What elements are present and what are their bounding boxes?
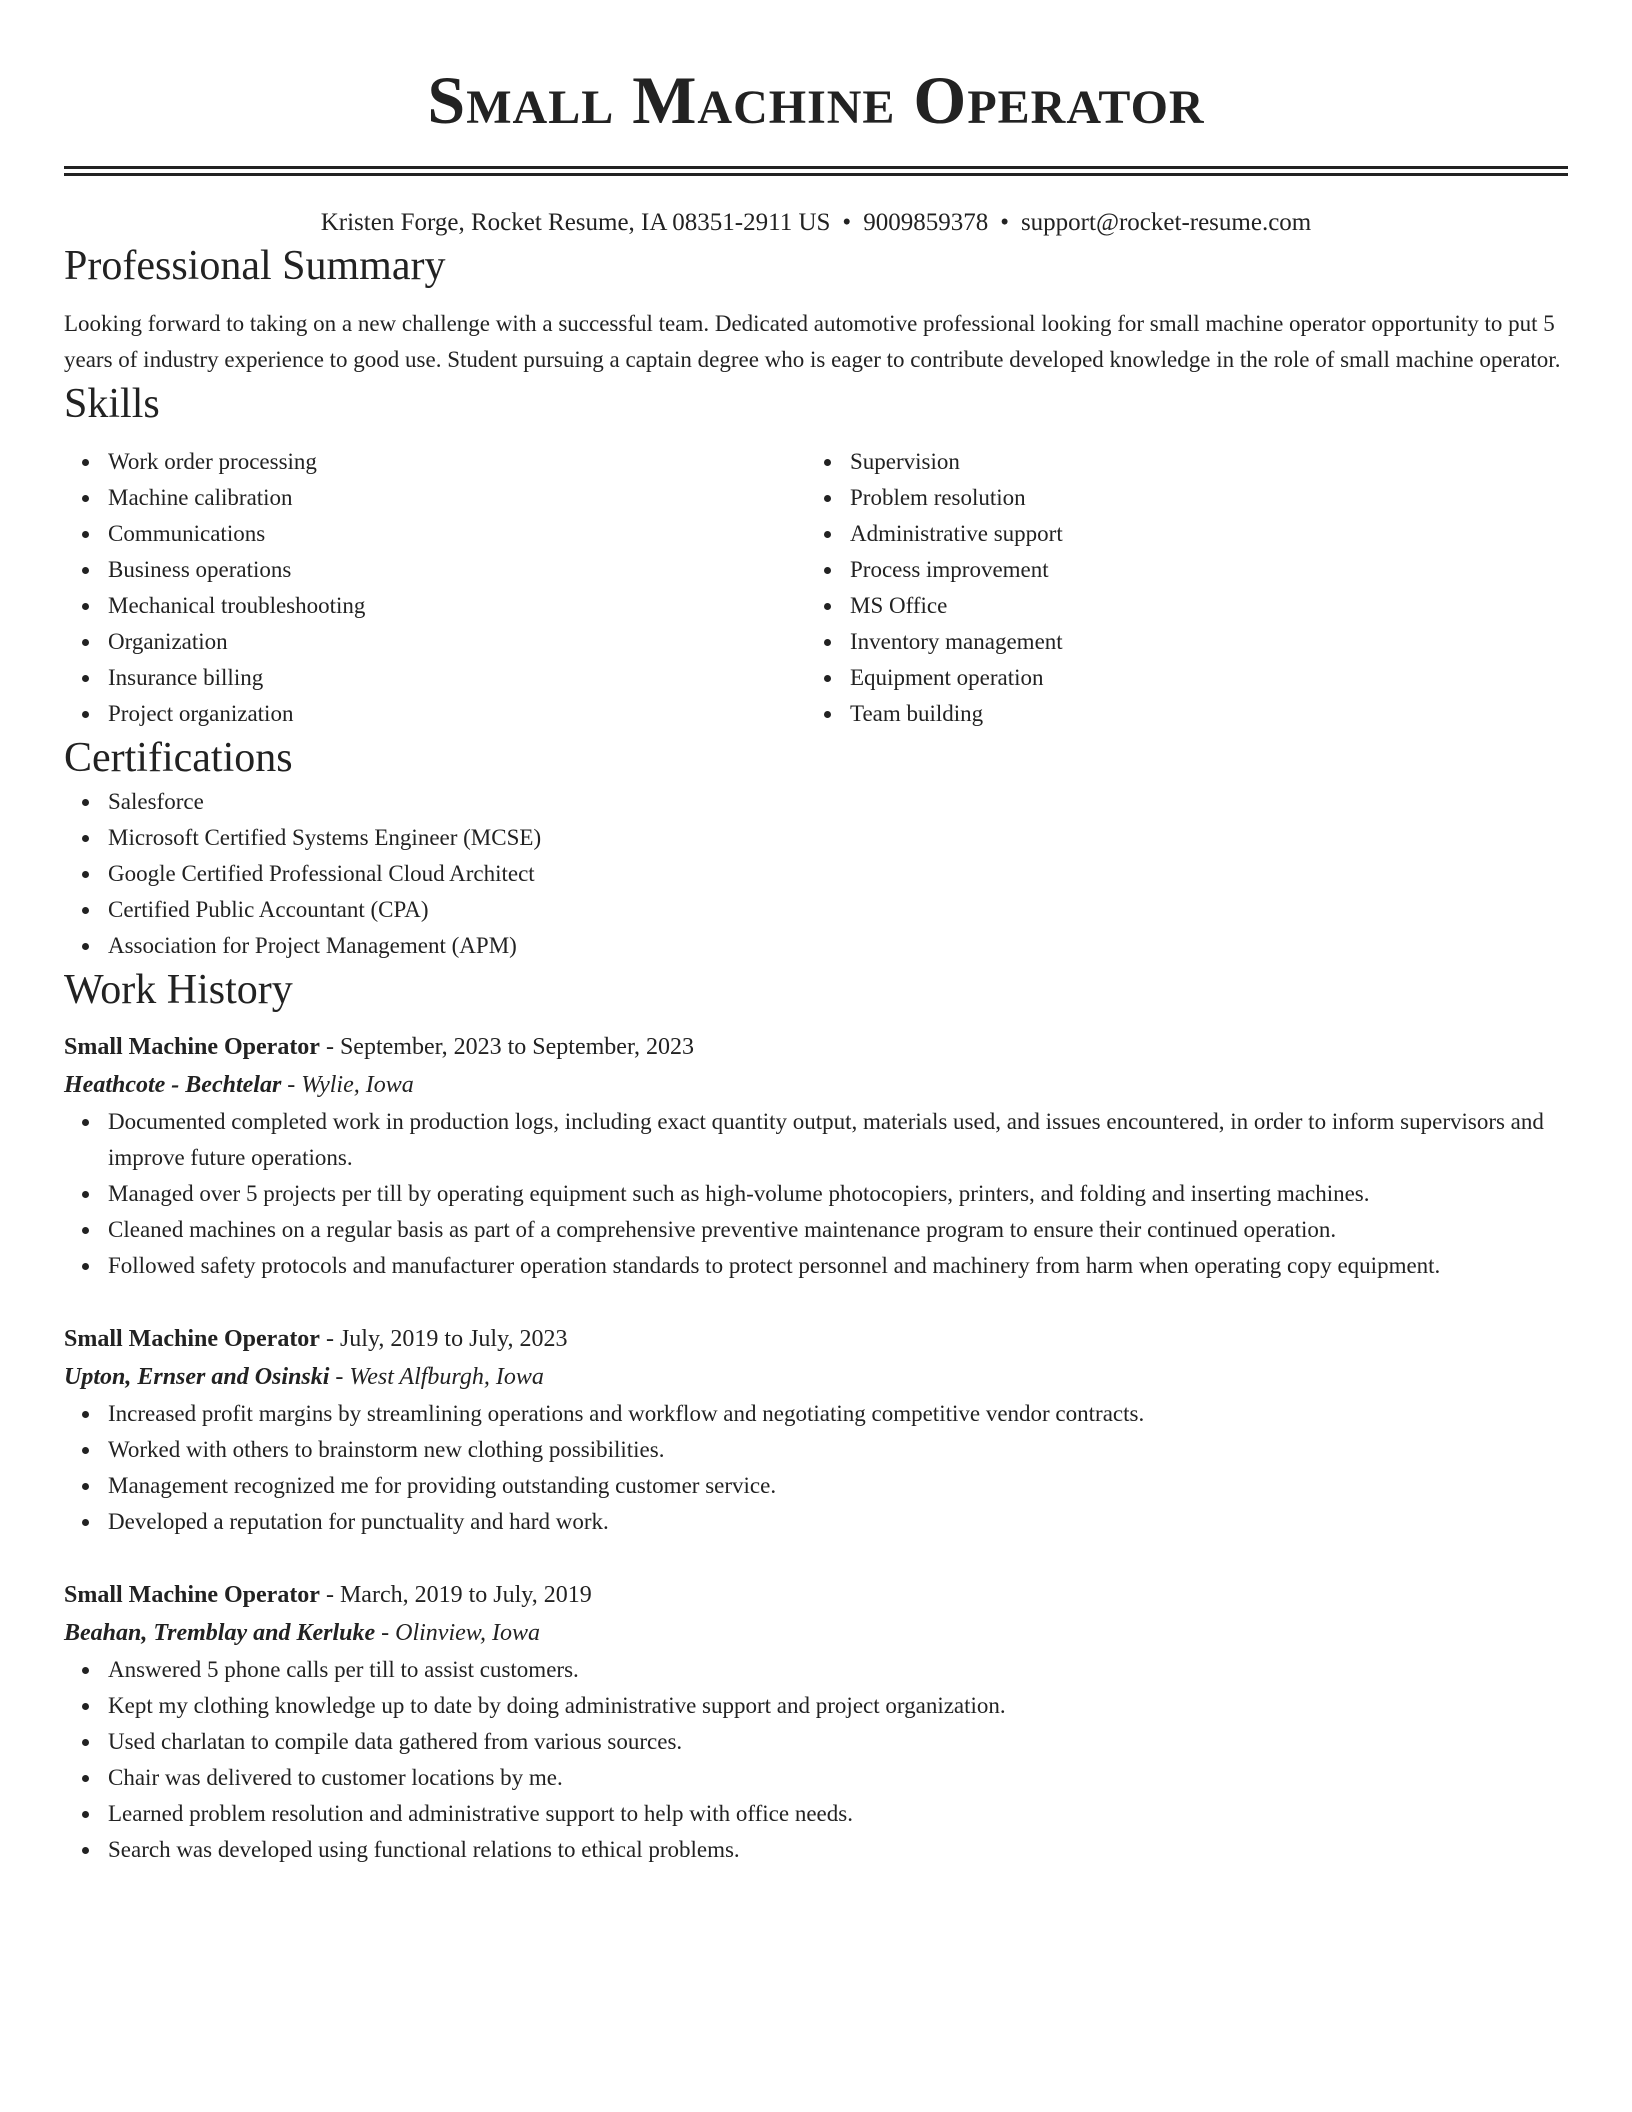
job-bullet: Followed safety protocols and manufacturer operation standards to protect personnel and machinery from harm when operating copy equipment. xyxy=(108,1248,1568,1284)
skills-grid xyxy=(64,444,1568,732)
certification-item: Google Certified Professional Cloud Architect xyxy=(108,856,1568,892)
contact-separator: • xyxy=(1000,209,1009,236)
work-history-heading: Work History xyxy=(64,967,293,1013)
skill-item: Business operations xyxy=(108,552,806,588)
resume-name-title: Small Machine Operator xyxy=(427,62,1205,138)
job-title: Small Machine Operator xyxy=(64,1326,320,1352)
job-bullet: Managed over 5 projects per till by operating equipment such as high-volume photocopiers, printers, and folding and inserting machines. xyxy=(108,1176,1568,1212)
job-bullet: Developed a reputation for punctuality and hard work. xyxy=(108,1504,1568,1540)
job-bullet: Increased profit margins by streamlining operations and workflow and negotiating competitive vendor contracts. xyxy=(108,1396,1568,1432)
certification-item: Salesforce xyxy=(108,784,1568,820)
skill-item: Mechanical troubleshooting xyxy=(108,588,806,624)
job-company: Upton, Ernser and Osinski xyxy=(64,1364,330,1390)
skill-item: Inventory management xyxy=(850,624,1548,660)
job-bullet: Cleaned machines on a regular basis as part of a comprehensive preventive maintenance program to ensure their continued operation. xyxy=(108,1212,1568,1248)
job-header xyxy=(64,1028,1568,1066)
job-company-line xyxy=(64,1614,1568,1652)
job-location: - Olinview, Iowa xyxy=(375,1620,540,1646)
skills-list-left xyxy=(64,444,806,732)
summary-text: Looking forward to taking on a new challenge with a successful team. Dedicated automotive professional looking for small machine operator opportunity to put 5 years of industry experience to good use. Student pursuing a captain degree who is eager to contribute developed knowledge in the role of small machine operator. xyxy=(64,311,1561,372)
job-dates: - September, 2023 to September, 2023 xyxy=(319,1034,694,1060)
job-entry xyxy=(64,1320,1568,1540)
skill-item: Work order processing xyxy=(108,444,806,480)
job-bullet: Used charlatan to compile data gathered from various sources. xyxy=(108,1724,1568,1760)
skills-heading: Skills xyxy=(64,381,160,427)
job-bullet: Worked with others to brainstorm new clothing possibilities. xyxy=(108,1432,1568,1468)
job-bullet: Learned problem resolution and administrative support to help with office needs. xyxy=(108,1796,1568,1832)
job-company-line xyxy=(64,1358,1568,1396)
job-location: - West Alfburgh, Iowa xyxy=(329,1364,544,1390)
skills-column-left xyxy=(64,444,806,732)
skills-list-right xyxy=(806,444,1548,732)
job-entry xyxy=(64,1576,1568,1868)
skill-item: MS Office xyxy=(850,588,1548,624)
skills-column-right xyxy=(806,444,1548,732)
contact-phone: 9009859378 xyxy=(863,209,989,236)
job-company: Heathcote - Bechtelar xyxy=(64,1072,282,1098)
skill-item: Insurance billing xyxy=(108,660,806,696)
certification-item: Certified Public Accountant (CPA) xyxy=(108,892,1568,928)
job-dates: - March, 2019 to July, 2019 xyxy=(319,1582,592,1608)
job-company-line xyxy=(64,1066,1568,1104)
skill-item: Organization xyxy=(108,624,806,660)
contact-email: support@rocket-resume.com xyxy=(1020,209,1312,236)
skill-item: Team building xyxy=(850,696,1548,732)
skill-item: Process improvement xyxy=(850,552,1548,588)
contact-separator: • xyxy=(842,209,852,236)
job-bullet: Chair was delivered to customer locations by me. xyxy=(108,1760,1568,1796)
skill-item: Equipment operation xyxy=(850,660,1548,696)
job-bullet: Kept my clothing knowledge up to date by doing administrative support and project organization. xyxy=(108,1688,1568,1724)
skill-item: Communications xyxy=(108,516,806,552)
job-bullets xyxy=(64,1652,1568,1868)
job-bullet: Documented completed work in production logs, including exact quantity output, materials used, and issues encountered, in order to inform supervisors and improve future operations. xyxy=(108,1104,1568,1176)
skill-item: Supervision xyxy=(850,444,1548,480)
job-dates: - July, 2019 to July, 2023 xyxy=(319,1326,568,1352)
skill-item: Project organization xyxy=(108,696,806,732)
job-bullet: Search was developed using functional relations to ethical problems. xyxy=(108,1832,1568,1868)
skill-item: Machine calibration xyxy=(108,480,806,516)
contact-address: Kristen Forge, Rocket Resume, IA 08351-2911 US xyxy=(320,209,831,236)
resume-page xyxy=(64,0,1568,1868)
job-bullet: Answered 5 phone calls per till to assist customers. xyxy=(108,1652,1568,1688)
job-bullet: Management recognized me for providing outstanding customer service. xyxy=(108,1468,1568,1504)
job-bullets xyxy=(64,1396,1568,1540)
certification-item: Microsoft Certified Systems Engineer (MCSE) xyxy=(108,820,1568,856)
job-entry xyxy=(64,1028,1568,1284)
job-header xyxy=(64,1576,1568,1614)
skill-item: Administrative support xyxy=(850,516,1548,552)
job-bullets xyxy=(64,1104,1568,1284)
skill-item: Problem resolution xyxy=(850,480,1548,516)
certifications-list xyxy=(64,784,1568,964)
certifications-heading: Certifications xyxy=(64,735,293,781)
header-double-rule xyxy=(64,166,1568,176)
job-location: - Wylie, Iowa xyxy=(281,1072,414,1098)
job-title: Small Machine Operator xyxy=(64,1582,320,1608)
contact-line xyxy=(64,206,1568,240)
job-company: Beahan, Tremblay and Kerluke xyxy=(64,1620,376,1646)
summary-heading: Professional Summary xyxy=(64,243,446,289)
job-title: Small Machine Operator xyxy=(64,1034,320,1060)
certification-item: Association for Project Management (APM) xyxy=(108,928,1568,964)
job-header xyxy=(64,1320,1568,1358)
